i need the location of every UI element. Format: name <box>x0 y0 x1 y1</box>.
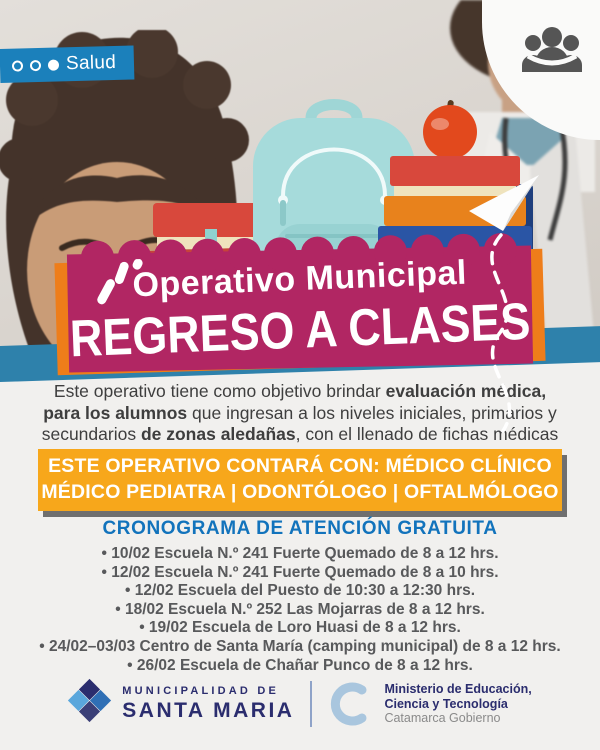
title-banner <box>55 247 545 374</box>
footer-divider <box>310 681 312 727</box>
badge-dot-outline-icon <box>30 59 41 70</box>
municipality-line2: SANTA MARIA <box>122 699 295 722</box>
intro-line: para los alumnos que ingresan a los niveles iniciales, primarios y <box>43 402 557 423</box>
schedule-item: • 10/02 Escuela N.º 241 Fuerte Quemado de 8 a 12 hrs. <box>101 545 499 562</box>
services-banner <box>38 449 562 511</box>
intro-paragraph <box>22 381 578 446</box>
municipality-line1: MUNICIPALIDAD DE <box>122 685 280 697</box>
services-line: MÉDICO PEDIATRA | ODONTÓLOGO | OFTALMÓLOGO <box>41 481 559 503</box>
services-line: ESTE OPERATIVO CONTARÁ CON: MÉDICO CLÍNICO <box>48 455 552 478</box>
banner-magenta-panel <box>67 246 533 373</box>
santa-maria-logo <box>68 681 294 727</box>
schedule-item: • 12/02 Escuela del Puesto de 10:30 a 12:30 hrs. <box>124 582 476 600</box>
family-icon <box>520 24 584 76</box>
title-kicker: Operativo Municipal <box>131 253 468 305</box>
salud-badge <box>0 45 135 82</box>
title-main: REGRESO A CLASES <box>69 292 532 369</box>
ministry-logo-mark <box>328 680 376 728</box>
schedule-title: CRONOGRAMA DE ATENCIÓN GRATUITA <box>102 518 498 539</box>
schedule-item: • 12/02 Escuela N.º 241 Fuerte Quemado de 8 a 10 hrs. <box>101 563 499 581</box>
badge-label: Salud <box>65 51 117 75</box>
badge-dot-outline-icon <box>12 60 23 71</box>
santa-maria-logo-mark <box>68 681 112 727</box>
ministry-line1: Ministerio de Educación, <box>384 682 532 697</box>
footer <box>0 680 600 728</box>
intro-line: Este operativo tiene como objetivo brindar evaluación médica, <box>53 381 547 401</box>
ministry-line2: Ciencia y Tecnología <box>384 696 508 711</box>
schedule-item: • 18/02 Escuela N.º 252 Las Mojarras de 8 a 12 hrs. <box>115 600 485 618</box>
schedule-item: • 26/02 Escuela de Chañar Punco de 8 a 12 hrs. <box>127 656 473 674</box>
intro-line: secundarios de zonas aledañas, con el llenado de fichas médicas <box>41 424 559 445</box>
ministry-logo <box>328 680 531 728</box>
schedule-section <box>0 518 600 675</box>
schedule-item: • 19/02 Escuela de Loro Huasi de 8 a 12 hrs. <box>139 619 461 637</box>
schedule-item: • 24/02–03/03 Centro de Santa María (camping municipal) de 8 a 12 hrs. <box>39 637 561 655</box>
badge-dot-filled-icon <box>48 59 59 70</box>
ministry-line3: Catamarca Gobierno <box>384 711 501 726</box>
